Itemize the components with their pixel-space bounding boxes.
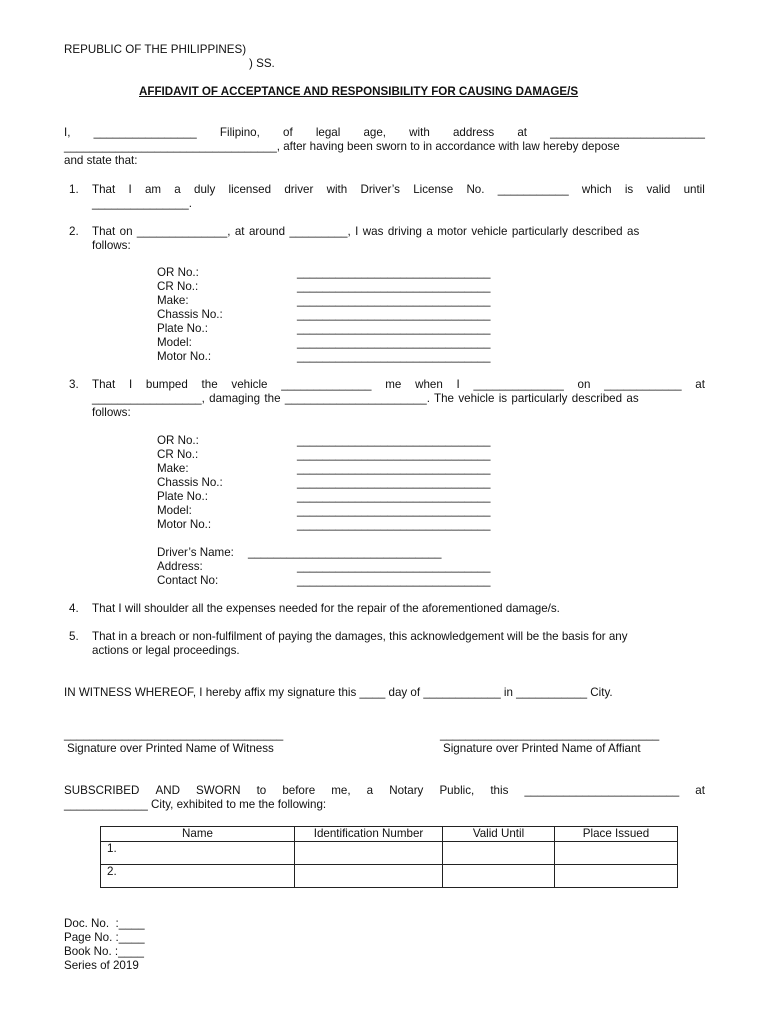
word: bumped [145,378,188,391]
driver-name-field[interactable]: ______________________________ [248,546,442,559]
word: Public, [439,784,475,797]
word: until [683,183,705,196]
word: driver [284,183,314,196]
vehicle-field-label: Make: [157,294,189,307]
table-cell-name[interactable]: 2. [101,865,295,888]
intro-line-1 [64,126,705,140]
word: this [490,784,509,797]
item-2-line-1: That on ______________, at around _________, I was driving a motor vehicle particularly described as [92,225,640,238]
driver-name-label: Driver’s Name: [157,546,234,559]
item-number: 2. [69,225,79,238]
word: ________________ [93,126,197,139]
item-3-line-3: follows: [92,406,131,419]
table-cell-name[interactable]: 1. [101,842,295,865]
word: address [452,126,495,139]
word: am [144,183,162,196]
word: age, [363,126,387,139]
word: No. [466,183,485,196]
word: I, [64,126,71,139]
vehicle-field-label: CR No.: [157,280,199,293]
word: at [695,784,705,797]
vehicle-field-label: Model: [157,336,192,349]
vehicle-field-blank[interactable]: ______________________________ [297,280,491,293]
vehicle-field-label: OR No.: [157,266,199,279]
table-cell-valid-until[interactable] [443,865,555,888]
word: That [92,378,116,391]
witness-signature-line[interactable]: __________________________________ [64,728,284,741]
page-number: Page No. :____ [64,931,145,944]
word: at [517,126,527,139]
item-5-line-1: That in a breach or non-fulfilment of paying the damages, this acknowledgement will be the basis for any [92,630,628,643]
vehicle-field-blank[interactable]: ______________________________ [297,504,491,517]
word: a [174,183,181,196]
vehicle-field-blank[interactable]: ______________________________ [297,434,491,447]
table-cell-place-issued[interactable] [555,865,678,888]
word: ______________ [281,378,372,391]
word: to [256,784,267,797]
word: me, [331,784,351,797]
column-header-valid-until: Valid Until [443,827,555,842]
item-1-line-2: _______________. [92,197,192,210]
word: is [624,183,634,196]
word: vehicle [231,378,268,391]
vehicle-field-label: Plate No.: [157,490,208,503]
item-3-line-2: _________________, damaging the ______________________. The vehicle is particularly described as [92,392,639,405]
ss-header: ) SS. [249,57,275,70]
affiant-signature-line[interactable]: __________________________________ [440,728,660,741]
item-number: 3. [69,378,79,391]
doc-number: Doc. No. :____ [64,917,145,930]
vehicle-field-blank[interactable]: ______________________________ [297,294,491,307]
item-number: 5. [69,630,79,643]
word: I [456,378,460,391]
word: ____________ [604,378,682,391]
book-number: Book No. :____ [64,945,144,958]
table-cell-id-number[interactable] [295,842,443,865]
vehicle-field-label: Motor No.: [157,518,212,531]
word: That [92,183,116,196]
word: me [385,378,402,391]
driver-contact-label: Contact No: [157,574,219,587]
item-1-line-1 [92,183,705,197]
word: I [128,183,132,196]
word: I [128,378,133,391]
vehicle-field-blank[interactable]: ______________________________ [297,462,491,475]
table-cell-place-issued[interactable] [555,842,678,865]
word: ________________________ [550,126,705,139]
vehicle-field-label: CR No.: [157,448,199,461]
word: legal [315,126,341,139]
driver-address-field[interactable]: ______________________________ [297,560,491,573]
word: of [283,126,293,139]
word: ________________________ [524,784,680,797]
word: ______________ [473,378,564,391]
item-3-line-1 [92,378,705,392]
intro-line-3: and state that: [64,154,138,167]
vehicle-field-label: Chassis No.: [157,476,223,489]
word: SUBSCRIBED [64,784,140,797]
identification-table [100,826,678,888]
vehicle-field-blank[interactable]: ______________________________ [297,448,491,461]
word: at [695,378,705,391]
word: with [409,126,430,139]
word: SWORN [196,784,241,797]
witness-signature-label: Signature over Printed Name of Witness [67,742,274,755]
vehicle-field-label: Model: [157,504,192,517]
item-4-text: That I will shoulder all the expenses needed for the repair of the aforementioned damage/s. [92,602,560,615]
vehicle-field-label: Motor No.: [157,350,212,363]
word: which [581,183,612,196]
column-header-place-issued: Place Issued [555,827,678,842]
series-year: Series of 2019 [64,959,139,972]
vehicle-field-blank[interactable]: ______________________________ [297,266,491,279]
word: ___________ [497,183,569,196]
word: with [326,183,348,196]
column-header-name: Name [101,827,295,842]
item-number: 4. [69,602,79,615]
word: licensed [228,183,272,196]
word: a [366,784,374,797]
item-2-line-2: follows: [92,239,131,252]
vehicle-field-label: Chassis No.: [157,308,223,321]
vehicle-field-label: OR No.: [157,434,199,447]
driver-contact-field[interactable]: ______________________________ [297,574,491,587]
intro-line-2: _________________________________, after having been sworn to in accordance with law hereby depose [64,140,620,153]
vehicle-field-label: Plate No.: [157,322,208,335]
table-cell-valid-until[interactable] [443,842,555,865]
vehicle-field-blank[interactable]: ______________________________ [297,490,491,503]
word: valid [646,183,671,196]
word: before [282,784,316,797]
word: the [201,378,218,391]
table-header-row [101,827,678,842]
word: Notary [389,784,424,797]
document-title: AFFIDAVIT OF ACCEPTANCE AND RESPONSIBILITY FOR CAUSING DAMAGE/S [139,85,579,98]
driver-address-label: Address: [157,560,203,573]
table-row [101,842,678,865]
vehicle-field-blank[interactable]: ______________________________ [297,336,491,349]
republic-header: REPUBLIC OF THE PHILIPPINES) [64,43,247,56]
vehicle-field-blank[interactable]: ______________________________ [297,308,491,321]
word: Driver’s [360,183,400,196]
word: on [577,378,591,391]
vehicle-field-label: Make: [157,462,189,475]
word: AND [155,784,180,797]
subscribed-line-2: _____________ City, exhibited to me the following: [64,798,327,811]
table-cell-id-number[interactable] [295,865,443,888]
word: Filipino, [219,126,260,139]
vehicle-field-blank[interactable]: ______________________________ [297,476,491,489]
witness-clause: IN WITNESS WHEREOF, I hereby affix my signature this ____ day of ____________ in ___________ City. [64,686,613,699]
vehicle-field-blank[interactable]: ______________________________ [297,518,491,531]
item-number: 1. [69,183,79,196]
word: duly [194,183,216,196]
item-5-line-2: actions or legal proceedings. [92,644,240,657]
vehicle-field-blank[interactable]: ______________________________ [297,350,491,363]
affiant-signature-label: Signature over Printed Name of Affiant [443,742,641,755]
table-row [101,865,678,888]
vehicle-field-blank[interactable]: ______________________________ [297,322,491,335]
column-header-id-number: Identification Number [295,827,443,842]
subscribed-line-1 [64,784,705,798]
word: License [413,183,454,196]
word: when [415,378,443,391]
